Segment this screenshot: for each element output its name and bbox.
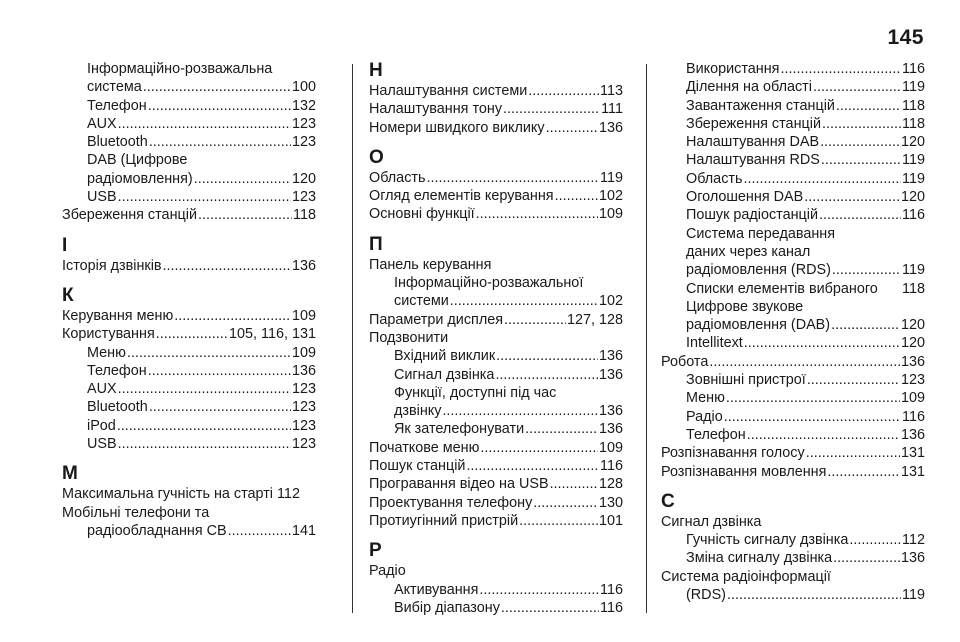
entry-label: радіомовлення (RDS) (686, 262, 831, 279)
index-subentry (661, 60, 925, 78)
page-reference: 118 (902, 97, 925, 114)
index-entry (369, 311, 623, 329)
entry-label: Телефон (87, 97, 147, 114)
page-reference: 116 (902, 408, 925, 425)
index-subentry (62, 417, 316, 435)
dot-leader (149, 133, 291, 151)
entry-label: Цифрове звукове (686, 298, 804, 315)
dot-leader (849, 531, 901, 549)
entry-label: Область (369, 169, 426, 186)
entry-label: Зміна сигналу дзвінка (686, 550, 833, 567)
dot-leader (156, 325, 228, 343)
page-reference: 130 (598, 494, 623, 511)
index-entry (369, 187, 623, 205)
dot-leader (118, 435, 291, 453)
index-entry (62, 504, 316, 522)
page-reference: 119 (902, 170, 925, 187)
dot-leader (148, 362, 291, 380)
dot-leader (228, 522, 291, 540)
page-reference: 119 (902, 587, 925, 604)
entry-label: дзвінку (394, 403, 442, 420)
entry-label: Основні функції (369, 206, 475, 223)
index-subentry (62, 170, 316, 188)
index-entry (62, 307, 316, 325)
page-reference: 123 (291, 189, 316, 206)
index-entry (661, 444, 925, 462)
dot-leader (504, 311, 566, 329)
index-subentry (62, 151, 316, 169)
index-subentry (62, 133, 316, 151)
index-subentry (369, 274, 623, 292)
page-reference: 123 (291, 115, 316, 132)
dot-leader (833, 549, 900, 567)
entry-label: AUX (87, 381, 117, 398)
index-subentry (661, 389, 925, 407)
index-subentry (661, 151, 925, 169)
page-reference: 102 (598, 293, 623, 310)
dot-leader (724, 408, 901, 426)
page-reference: 136 (598, 421, 623, 438)
dot-leader (822, 115, 901, 133)
entry-label: Сигнал дзвінка (394, 366, 495, 383)
page-reference: 116 (600, 581, 623, 598)
index-entry (369, 512, 623, 530)
page-reference: 120 (291, 170, 316, 187)
index-column-2 (369, 60, 623, 617)
entry-label: Зовнішні пристрої (686, 372, 806, 389)
index-column-3 (661, 60, 925, 604)
entry-label: Bluetooth (87, 134, 148, 151)
index-entry (62, 257, 316, 275)
entry-label: Функції, доступні під час (394, 384, 557, 401)
page-reference: 123 (291, 436, 316, 453)
column-divider (646, 64, 647, 613)
index-entry (62, 485, 316, 503)
index-subentry (62, 522, 316, 540)
page-reference: 120 (900, 335, 925, 352)
index-subentry (369, 599, 623, 617)
entry-label: Область (686, 170, 743, 187)
entry-label: Номери швидкого виклику (369, 119, 545, 136)
page-reference: 136 (598, 348, 623, 365)
entry-label: Максимальна гучність на старті 112 (62, 486, 300, 503)
page-reference: 120 (900, 134, 925, 151)
dot-leader (804, 188, 900, 206)
dot-leader (780, 60, 901, 78)
dot-leader (807, 371, 900, 389)
page-reference: 136 (598, 403, 623, 420)
entry-label: Bluetooth (87, 399, 148, 416)
entry-label: Активування (394, 581, 479, 598)
index-subentry (62, 435, 316, 453)
index-subentry (62, 115, 316, 133)
entry-label: Параметри дисплея (369, 311, 504, 328)
dot-leader (148, 97, 291, 115)
dot-leader (442, 402, 598, 420)
entry-label: Телефон (686, 426, 746, 443)
entry-label: Налаштування DAB (686, 134, 820, 151)
index-entry (661, 513, 925, 531)
entry-label: Користування (62, 326, 155, 343)
page-reference: 111 (601, 101, 623, 118)
dot-leader (501, 599, 599, 617)
page-reference: 123 (291, 134, 316, 151)
index-entry (369, 475, 623, 493)
index-letter-heading: П (369, 233, 383, 255)
page-reference: 112 (902, 532, 925, 549)
dot-leader (747, 426, 900, 444)
entry-label: Списки елементів вибраного (686, 280, 878, 297)
dot-leader (118, 188, 291, 206)
dot-leader (479, 581, 599, 599)
index-subentry (661, 298, 925, 316)
entry-label: Пошук радіостанцій (686, 207, 819, 224)
index-entry (369, 562, 623, 580)
dot-leader (480, 439, 598, 457)
page-reference: 105, 116, 131 (229, 326, 316, 343)
index-subentry (62, 188, 316, 206)
index-subentry (661, 225, 925, 243)
entry-label: Проектування телефону (369, 494, 533, 511)
dot-leader (466, 457, 599, 475)
index-entry (369, 100, 623, 118)
dot-leader (820, 133, 900, 151)
entry-label: Інформаційно-розважальної (394, 275, 584, 292)
index-subentry (661, 97, 925, 115)
dot-leader (743, 170, 901, 188)
dot-leader (813, 78, 901, 96)
page-reference: 123 (291, 381, 316, 398)
dot-leader (726, 389, 900, 407)
index-entry (369, 329, 623, 347)
entry-label: Оголошення DAB (686, 189, 804, 206)
index-subentry (661, 316, 925, 334)
dot-leader (426, 169, 599, 187)
index-entry (369, 169, 623, 187)
entry-label: Програвання відео на USB (369, 476, 549, 493)
page-number: 145 (887, 26, 924, 49)
entry-label: Мобільні телефони та (62, 504, 210, 521)
index-subentry (369, 402, 623, 420)
index-entry (661, 568, 925, 586)
entry-label: Початкове меню (369, 439, 480, 456)
page-reference: 123 (900, 372, 925, 389)
dot-leader (519, 512, 598, 530)
index-subentry (62, 344, 316, 362)
entry-label: Інформаційно-розважальна (87, 61, 273, 77)
dot-leader (503, 100, 600, 118)
entry-label: Збереження станцій (62, 207, 197, 224)
entry-label: Налаштування системи (369, 83, 528, 99)
page-reference: 136 (900, 353, 925, 370)
entry-label: Intellitext (686, 335, 743, 352)
index-letter-heading: М (62, 463, 78, 485)
entry-label: iPod (87, 417, 116, 434)
page-reference: 116 (902, 207, 925, 224)
index-entry (369, 205, 623, 223)
entry-label: (RDS) (686, 587, 726, 604)
page-reference: 136 (900, 550, 925, 567)
entry-label: Гучність сигналу дзвінка (686, 532, 849, 549)
index-subentry (62, 398, 316, 416)
page-reference: 119 (600, 169, 623, 186)
index-subentry (661, 549, 925, 567)
index-subentry (661, 261, 925, 279)
page-reference: 116 (600, 599, 623, 616)
entry-label: радіообладнання CB (87, 522, 227, 539)
index-entry (369, 457, 623, 475)
index-subentry (369, 347, 623, 365)
entry-label: Налаштування RDS (686, 152, 820, 169)
entry-label: Пошук станцій (369, 458, 466, 475)
dot-leader (143, 78, 291, 96)
page-reference: 128 (598, 476, 623, 493)
index-subentry (661, 115, 925, 133)
dot-leader (727, 586, 901, 604)
page-reference: 118 (902, 280, 925, 297)
index-column-1 (62, 60, 316, 540)
page-reference: 116 (902, 61, 925, 77)
entry-label: Використання (686, 61, 780, 77)
page-reference: 131 (900, 445, 925, 462)
index-entry (369, 256, 623, 274)
index-subentry (661, 426, 925, 444)
entry-label: Збереження станцій (686, 115, 821, 132)
dot-leader (821, 151, 901, 169)
index-subentry (661, 78, 925, 96)
entry-label: Історія дзвінків (62, 257, 162, 274)
dot-leader (476, 205, 598, 223)
page-reference: 141 (291, 522, 316, 539)
index-letter-heading: Р (369, 540, 382, 562)
entry-label: Система радіоінформації (661, 568, 831, 585)
index-subentry (661, 206, 925, 224)
page-reference: 136 (598, 366, 623, 383)
index-subentry (369, 581, 623, 599)
index-entry (369, 82, 623, 100)
dot-leader (118, 115, 291, 133)
index-entry (369, 439, 623, 457)
page-reference: 109 (291, 344, 316, 361)
dot-leader (174, 307, 291, 325)
page-reference: 116 (600, 458, 623, 475)
entry-label: USB (87, 436, 117, 453)
index-subentry (661, 188, 925, 206)
page-reference: 109 (291, 307, 316, 324)
dot-leader (450, 292, 598, 310)
entry-label: Ділення на області (686, 79, 812, 96)
index-subentry (62, 362, 316, 380)
dot-leader (525, 420, 598, 438)
index-subentry (661, 531, 925, 549)
index-subentry (661, 334, 925, 352)
dot-leader (149, 398, 291, 416)
entry-label: Подзвонити (369, 329, 449, 346)
page-reference: 136 (900, 426, 925, 443)
entry-label: Меню (87, 344, 126, 361)
dot-leader (819, 206, 901, 224)
index-entry (62, 206, 316, 224)
dot-leader (836, 97, 901, 115)
index-subentry (661, 408, 925, 426)
entry-label: Протиугінний пристрій (369, 512, 519, 529)
index-subentry (369, 366, 623, 384)
dot-leader (744, 334, 900, 352)
entry-label: системи (394, 293, 449, 310)
dot-leader (806, 444, 900, 462)
page-reference: 100 (291, 79, 316, 96)
index-entry (661, 353, 925, 371)
dot-leader (709, 353, 900, 371)
entry-label: Розпізнавання голосу (661, 445, 805, 462)
dot-leader (528, 82, 599, 100)
index-entry (62, 325, 316, 343)
entry-label: USB (87, 189, 117, 206)
dot-leader (827, 463, 900, 481)
page-reference: 119 (902, 262, 925, 279)
entry-label: Налаштування тону (369, 101, 503, 118)
index-letter-heading: С (661, 490, 675, 512)
index-subentry (62, 380, 316, 398)
entry-label: система (87, 79, 142, 96)
index-entry (369, 494, 623, 512)
dot-leader (127, 344, 291, 362)
dot-leader (550, 475, 598, 493)
entry-label: Робота (661, 353, 709, 370)
entry-label: даних через канал (686, 243, 811, 260)
entry-label: Сигнал дзвінка (661, 513, 762, 530)
page-reference: 113 (600, 83, 623, 99)
index-letter-heading: О (369, 146, 384, 168)
page-reference: 119 (902, 79, 925, 96)
index-subentry (661, 133, 925, 151)
dot-leader (555, 187, 598, 205)
page-reference: 120 (900, 189, 925, 206)
column-divider (352, 64, 353, 613)
page-reference: 132 (291, 97, 316, 114)
page-reference: 120 (900, 317, 925, 334)
index-letter-heading: К (62, 284, 74, 306)
index-subentry (661, 170, 925, 188)
entry-label: Вхідний виклик (394, 348, 496, 365)
dot-leader (496, 347, 598, 365)
page-reference: 109 (598, 439, 623, 456)
dot-leader (118, 380, 291, 398)
entry-label: Розпізнавання мовлення (661, 463, 827, 480)
entry-label: Вибір діапазону (394, 599, 500, 616)
index-subentry (661, 586, 925, 604)
index-subentry (369, 420, 623, 438)
entry-label: Панель керування (369, 256, 492, 273)
dot-leader (163, 257, 291, 275)
index-letter-heading: Н (369, 60, 383, 81)
entry-label: Радіо (369, 563, 406, 580)
page-reference: 136 (291, 362, 316, 379)
page-reference: 131 (900, 463, 925, 480)
index-subentry (62, 60, 316, 78)
dot-leader (533, 494, 598, 512)
entry-label: Завантаження станцій (686, 97, 835, 114)
entry-label: Керування меню (62, 307, 174, 324)
page-reference: 101 (598, 512, 623, 529)
entry-label: радіомовлення (DAB) (686, 317, 831, 334)
entry-label: Телефон (87, 362, 147, 379)
index-subentry (62, 78, 316, 96)
index-subentry (62, 97, 316, 115)
index-subentry (661, 280, 925, 298)
index-subentry (369, 384, 623, 402)
page-reference: 136 (598, 119, 623, 136)
page-reference: 136 (291, 257, 316, 274)
index-letter-heading: І (62, 234, 68, 256)
dot-leader (546, 119, 598, 137)
entry-label: AUX (87, 115, 117, 132)
entry-label: Меню (686, 390, 725, 407)
page-reference: 123 (291, 417, 316, 434)
entry-label: Система передавання (686, 225, 836, 242)
entry-label: DAB (Цифрове (87, 152, 188, 169)
page-reference: 119 (902, 152, 925, 169)
dot-leader (831, 316, 900, 334)
index-subentry (661, 371, 925, 389)
entry-label: радіомовлення) (87, 170, 193, 187)
page-reference: 109 (900, 390, 925, 407)
dot-leader (832, 261, 901, 279)
dot-leader (198, 206, 292, 224)
entry-label: Радіо (686, 408, 723, 425)
page-reference: 123 (291, 399, 316, 416)
index-subentry (661, 243, 925, 261)
dot-leader (495, 366, 598, 384)
entry-label: Огляд елементів керування (369, 188, 554, 205)
entry-label: Як зателефонувати (394, 421, 525, 438)
dot-leader (117, 417, 291, 435)
dot-leader (194, 170, 291, 188)
index-entry (369, 119, 623, 137)
page-reference: 118 (902, 115, 925, 132)
page-reference: 102 (598, 188, 623, 205)
page-reference: 118 (293, 207, 316, 224)
page-reference: 109 (598, 206, 623, 223)
page-reference: 127, 128 (566, 311, 623, 328)
index-entry (661, 463, 925, 481)
index-subentry (369, 292, 623, 310)
